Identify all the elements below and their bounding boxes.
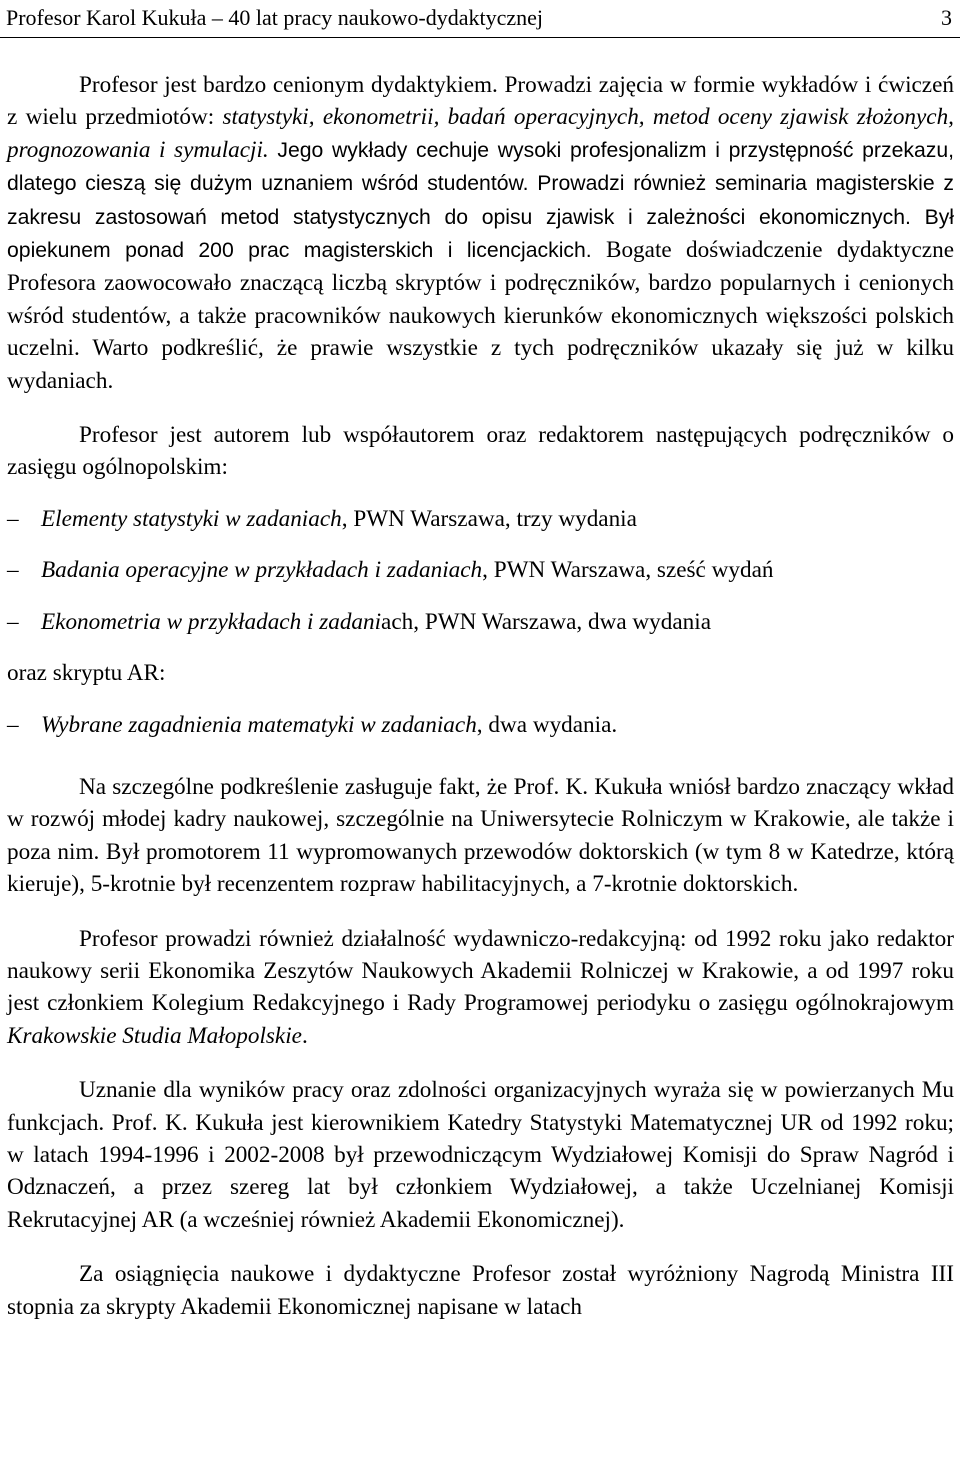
ar-script-intro: oraz skryptu AR:	[7, 660, 166, 687]
list-item	[7, 709, 954, 749]
book-details: , PWN Warszawa, sześć wydań	[482, 557, 774, 584]
book-details: , dwa wydania.	[476, 711, 618, 738]
book-details: ach, PWN Warszawa, dwa wydania	[381, 608, 711, 635]
textbook-list	[7, 503, 954, 658]
paragraph-young-staff: Na szczególne podkreślenie zasługuje fakt, że Prof. K. Kukuła wniósł bardzo znaczący wkład w rozwój młodej kadry naukowej, szczególnie na Uniwersytecie Rolniczym w Krakowie, ale także i poza nim. Był promotorem 11 wypromowanych przewodów doktorskich (w tym 8 w Katedrze, którą kieruje), 5-krotnie był recenzentem rozpraw habilitacyjnych, a 7-krotnie doktorskich.	[7, 773, 954, 898]
list-dash: –	[7, 608, 19, 635]
book-title: Ekonometria w przykładach i zadani	[41, 608, 382, 635]
book-title: Badania operacyjne w przykładach i zadaniach	[41, 557, 483, 584]
ar-script-list	[7, 709, 954, 749]
paragraph-teaching-end: Bogate doświadczenie dydaktyczne Profesora zaowocowało znaczącą liczbą skryptów i podręczników, bardzo popularnych i cenionych wśród studentów, a także pracowników naukowych kierunków ekonomicznych większości polskich uczelni. Warto podkreślić, że prawie wszystkie z tych podręczników ukazały się już w kilku wydaniach.	[7, 237, 954, 394]
book-title: Wybrane zagadnienia matematyki w zadaniach	[41, 711, 477, 738]
paragraph-teaching	[7, 69, 954, 397]
paragraph-editorial	[7, 923, 954, 1053]
paragraph-functions: Uznanie dla wyników pracy oraz zdolności organizacyjnych wyraża się w powierzanych Mu funkcjach. Prof. K. Kukuła jest kierownikiem Katedry Statystyki Matematycznej UR od 1992 roku; w latach 1994-1996 i 2002-2008 był przewodniczącym Wydziałowej Komisji do Spraw Nagród i Odznaczeń, a przez szereg lat był członkiem Wydziałowej, a także Uczelnianej Komisji Rekrutacyjnej AR (a wcześniej również Akademii Ekonomicznej).	[7, 1077, 954, 1233]
paragraph-editorial-text: Profesor prowadzi również działalność wydawniczo-redakcyjną: od 1992 roku jako redaktor naukowy serii Ekonomika Zeszytów Naukowych Akademii Rolniczej w Krakowie, a od 1997 roku jest członkiem Kolegium Redakcyjnego i Rady Programowej periodyku o zasięgu ogólnokrajowym	[7, 925, 954, 1017]
paragraph-teaching-middle: Jego wykłady cechuje wysoki profesjonalizm i przystępność przekazu, dlatego cieszą się dużym uznaniem wśród studentów. Prowadzi również seminaria magisterskie z zakresu zastosowań metod statystycznych do opisu zjawisk i zależności ekonomicznych. Był opiekunem ponad 200 prac magisterskich i licencjackich.	[7, 138, 954, 263]
list-item	[7, 503, 954, 555]
journal-title: Krakowskie Studia Małopolskie	[7, 1022, 302, 1049]
list-item	[7, 606, 954, 658]
paragraph-textbooks-intro: Profesor jest autorem lub współautorem oraz redaktorem następujących podręczników o zasięgu ogólnopolskim:	[7, 422, 954, 481]
page-body	[7, 69, 954, 1323]
paragraph-teaching-intro: Profesor jest bardzo cenionym dydaktykiem. Prowadzi zajęcia w formie wykładów i ćwiczeń z wielu przedmiotów:	[7, 72, 954, 131]
paragraph-awards: Za osiągnięcia naukowe i dydaktyczne Profesor został wyróżniony Nagrodą Ministra III stopnia za skrypty Akademii Ekonomicznej napisane w latach	[7, 1261, 954, 1320]
list-dash: –	[7, 711, 19, 738]
page-number: 3	[941, 5, 952, 30]
subjects-list: statystyki, ekonometrii, badań operacyjnych, metod oceny zjawisk złożonych, prognozowania i symulacji.	[7, 104, 954, 163]
book-details: , PWN Warszawa, trzy wydania	[341, 505, 637, 532]
header-title: Profesor Karol Kukuła – 40 lat pracy naukowo-dydaktycznej	[6, 5, 544, 30]
list-dash: –	[7, 557, 19, 584]
paragraph-editorial-end: .	[301, 1022, 308, 1049]
running-header	[0, 0, 960, 38]
book-title: Elementy statystyki w zadaniach	[41, 505, 342, 532]
list-item	[7, 554, 954, 606]
list-dash: –	[7, 505, 19, 532]
